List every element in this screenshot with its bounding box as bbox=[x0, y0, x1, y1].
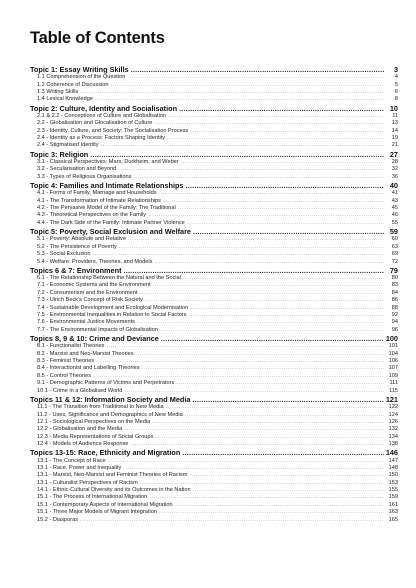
toc-subtopic-entry-page-number: 6 bbox=[394, 88, 398, 95]
toc-subtopic-entry[interactable] bbox=[30, 128, 398, 135]
toc-subtopic-entry-label: 13.1 - The Concept of Race bbox=[37, 457, 106, 464]
dot-leader bbox=[193, 487, 384, 494]
toc-subtopic-entry[interactable] bbox=[30, 282, 398, 289]
toc-subtopic-entry[interactable] bbox=[30, 494, 398, 501]
dot-leader bbox=[92, 251, 384, 258]
toc-subtopic-entry-page-number: 159 bbox=[388, 494, 398, 501]
toc-subtopic-entry-label: 8.3 - Feminist Theories bbox=[37, 358, 95, 365]
toc-subtopic-entry-page-number: 134 bbox=[388, 433, 398, 440]
dot-leader bbox=[101, 142, 384, 149]
dot-leader bbox=[159, 190, 384, 197]
dot-leader bbox=[80, 517, 384, 524]
dot-leader bbox=[167, 135, 384, 142]
toc-subtopic-entry[interactable] bbox=[30, 373, 398, 380]
dot-leader bbox=[130, 441, 384, 448]
toc-subtopic-entry-page-number: 36 bbox=[391, 173, 398, 180]
toc-topic-entry[interactable] bbox=[30, 65, 398, 74]
toc-subtopic-entry-label: 15.2 - Diasporas bbox=[37, 516, 79, 523]
toc-subtopic-entry-label: 3.1 - Classical Perspectives: Marx, Durkheim, and Weber bbox=[37, 158, 179, 165]
dot-leader bbox=[149, 494, 384, 501]
dot-leader bbox=[124, 388, 384, 395]
toc-subtopic-entry[interactable] bbox=[30, 426, 398, 433]
toc-subtopic-entry[interactable] bbox=[30, 259, 398, 266]
dot-leader bbox=[136, 351, 384, 358]
dot-leader bbox=[159, 509, 384, 516]
toc-subtopic-entry-page-number: 101 bbox=[388, 343, 398, 350]
toc-subtopic-entry[interactable] bbox=[30, 509, 398, 516]
toc-subtopic-entry-label: 7.3 - Ulrich Beck's Concept of Risk Society bbox=[37, 297, 143, 304]
dot-leader bbox=[181, 159, 384, 166]
dot-leader bbox=[166, 404, 384, 411]
dot-leader bbox=[190, 128, 384, 135]
toc-subtopic-entry-label: 15.1 - The Process of International Migration bbox=[37, 494, 148, 501]
toc-subtopic-entry-label: 1.2 Coherence of Discussion bbox=[37, 81, 109, 88]
toc-subtopic-entry-page-number: 122 bbox=[388, 404, 398, 411]
toc-subtopic-entry-label: 13.1 - Race, Power and Inequality bbox=[37, 464, 122, 471]
toc-subtopic-entry-label: 13.1 - Marxist, Neo-Marxist and Feminist Theories of Racism bbox=[37, 472, 188, 479]
toc-subtopic-entry-label: 2.3 - Identity, Culture, and Society: The Socialisation Process bbox=[37, 127, 189, 134]
toc-topic-entry[interactable] bbox=[30, 334, 398, 343]
toc-subtopic-entry[interactable] bbox=[30, 198, 398, 205]
toc-topic-entry-page-number: 10 bbox=[389, 103, 398, 113]
toc-topic-entry[interactable] bbox=[30, 395, 398, 404]
toc-subtopic-entry[interactable] bbox=[30, 465, 398, 472]
dot-leader bbox=[111, 82, 384, 89]
toc-subtopic-entry[interactable] bbox=[30, 517, 398, 524]
dot-leader bbox=[123, 465, 384, 472]
dot-leader bbox=[106, 343, 384, 350]
toc-topic-entry[interactable] bbox=[30, 150, 398, 159]
toc-subtopic-entry[interactable] bbox=[30, 419, 398, 426]
toc-subtopic-entry-label: 4.1 - Forms of Family, Marriage and Households bbox=[37, 190, 157, 197]
toc-subtopic-entry[interactable] bbox=[30, 290, 398, 297]
toc-topic-entry-label: Topic 2: Culture, Identity and Socialisation bbox=[30, 103, 178, 113]
toc-subtopic-entry-page-number: 60 bbox=[391, 236, 398, 243]
dot-leader bbox=[118, 166, 384, 173]
toc-topic-entry-page-number: 59 bbox=[389, 227, 398, 237]
toc-topic-entry-label: Topic 1: Essay Writing Skills bbox=[30, 65, 129, 74]
toc-subtopic-entry-page-number: 163 bbox=[388, 509, 398, 516]
toc-subtopic-entry[interactable] bbox=[30, 251, 398, 258]
toc-subtopic-entry-label: 7.2 - Consumerism and the Environment bbox=[37, 289, 138, 296]
toc-subtopic-entry-label: 5.1 - Poverty: Absolute and Relative bbox=[37, 236, 126, 243]
toc-subtopic-entry-label: 15.1 - Three Major Models of Migrant Integration bbox=[37, 509, 157, 516]
toc-subtopic-entry-page-number: 80 bbox=[391, 275, 398, 282]
dot-leader bbox=[160, 327, 384, 334]
toc-subtopic-entry-page-number: 161 bbox=[388, 501, 398, 508]
dot-leader bbox=[137, 319, 384, 326]
toc-subtopic-entry-label: 5.4 - Welfare: Providers, Theories, and Models bbox=[37, 258, 153, 265]
toc-subtopic-entry-page-number: 4 bbox=[394, 74, 398, 81]
toc-topic-entry-label: Topics 11 & 12: Information Society and Media bbox=[30, 394, 191, 404]
toc-subtopic-entry[interactable] bbox=[30, 441, 398, 448]
toc-subtopic-entry-label: 14.1 - Ethnic-Cultural Diversity and its Outcomes in the Nation bbox=[37, 487, 191, 494]
dot-leader bbox=[189, 472, 384, 479]
dot-leader bbox=[190, 305, 384, 312]
dot-leader bbox=[175, 502, 384, 509]
toc-topic-entry-page-number: 79 bbox=[389, 265, 398, 275]
toc-subtopic-entry[interactable] bbox=[30, 113, 398, 120]
dot-leader bbox=[142, 365, 384, 372]
toc-subtopic-entry-label: 1.3 Writing Skills bbox=[37, 88, 79, 95]
toc-subtopic-entry-page-number: 150 bbox=[388, 472, 398, 479]
toc-subtopic-entry-page-number: 72 bbox=[391, 258, 398, 265]
toc-subtopic-entry[interactable] bbox=[30, 388, 398, 395]
toc-topic-entry-page-number: 121 bbox=[385, 394, 398, 404]
toc-subtopic-entry-page-number: 104 bbox=[388, 350, 398, 357]
toc-subtopic-entry-label: 2.1 & 2.2 - Conceptions of Culture and Globalisation bbox=[37, 112, 167, 119]
toc-subtopic-entry-page-number: 86 bbox=[391, 297, 398, 304]
toc-subtopic-entry-label: 13.1 - Culturalist Perspectives of Racism bbox=[37, 479, 138, 486]
dot-leader bbox=[145, 297, 384, 304]
toc-subtopic-entry[interactable] bbox=[30, 305, 398, 312]
dot-leader bbox=[183, 275, 384, 282]
toc-subtopic-entry-label: 2.2 - Globalisation and Glocalisation of Culture bbox=[37, 120, 153, 127]
toc-subtopic-entry-label: 15.1 - Contemporary Aspects of International Migration bbox=[37, 501, 173, 508]
toc-subtopic-entry-label: 2.4 - Stigmatised Identity bbox=[37, 142, 99, 149]
toc-subtopic-entry-label: 7.1 - Economic Systems and the Environment bbox=[37, 282, 151, 289]
toc-topic-entry[interactable] bbox=[30, 104, 398, 113]
toc-subtopic-entry[interactable] bbox=[30, 190, 398, 197]
toc-subtopic-entry-page-number: 32 bbox=[391, 166, 398, 173]
toc-subtopic-entry-label: 5.3 - Social Exclusion bbox=[37, 251, 91, 258]
toc-subtopic-entry-page-number: 124 bbox=[388, 411, 398, 418]
toc-subtopic-entry-label: 8.2 - Marxist and Neo-Marxist Theories bbox=[37, 350, 134, 357]
toc-subtopic-entry-label: 8.1 - Functionalist Theories bbox=[37, 343, 105, 350]
toc-topic-entry[interactable] bbox=[30, 181, 398, 190]
dot-leader bbox=[93, 373, 384, 380]
toc-subtopic-entry[interactable] bbox=[30, 275, 398, 282]
toc-topic-entry-page-number: 3 bbox=[393, 65, 398, 74]
toc-subtopic-entry[interactable] bbox=[30, 412, 398, 419]
dot-leader bbox=[176, 380, 384, 387]
dot-leader bbox=[154, 259, 384, 266]
dot-leader bbox=[90, 150, 384, 159]
toc-subtopic-entry[interactable] bbox=[30, 502, 398, 509]
toc-subtopic-entry[interactable] bbox=[30, 236, 398, 243]
toc-subtopic-entry-page-number: 45 bbox=[391, 205, 398, 212]
toc-subtopic-entry-page-number: 63 bbox=[391, 243, 398, 250]
dot-leader bbox=[128, 236, 384, 243]
toc-subtopic-entry-label: 4.4 - The Dark Side of the Family: Intimate Partner Violence bbox=[37, 219, 185, 226]
toc-list bbox=[30, 65, 398, 524]
dot-leader bbox=[139, 290, 384, 297]
toc-subtopic-entry-page-number: 132 bbox=[388, 426, 398, 433]
toc-topic-entry-page-number: 27 bbox=[389, 149, 398, 159]
toc-subtopic-entry-page-number: 84 bbox=[391, 289, 398, 296]
toc-subtopic-entry-page-number: 148 bbox=[388, 464, 398, 471]
toc-subtopic-entry-label: 12.3 - Media Representations of Social Groups bbox=[37, 433, 154, 440]
toc-subtopic-entry[interactable] bbox=[30, 487, 398, 494]
toc-subtopic-entry-page-number: 109 bbox=[388, 372, 398, 379]
toc-subtopic-entry-page-number: 55 bbox=[391, 219, 398, 226]
toc-topic-entry-label: Topics 6 & 7: Environment bbox=[30, 265, 122, 275]
toc-subtopic-entry-page-number: 92 bbox=[391, 311, 398, 318]
toc-subtopic-entry[interactable] bbox=[30, 297, 398, 304]
dot-leader bbox=[168, 113, 384, 120]
toc-subtopic-entry-page-number: 155 bbox=[388, 487, 398, 494]
toc-topic-entry[interactable] bbox=[30, 227, 398, 236]
toc-subtopic-entry[interactable] bbox=[30, 358, 398, 365]
toc-subtopic-entry[interactable] bbox=[30, 458, 398, 465]
toc-topic-entry[interactable] bbox=[30, 448, 398, 457]
toc-subtopic-entry[interactable] bbox=[30, 365, 398, 372]
toc-subtopic-entry-page-number: 111 bbox=[389, 380, 398, 387]
toc-subtopic-entry-page-number: 88 bbox=[391, 304, 398, 311]
dot-leader bbox=[119, 244, 384, 251]
dot-leader bbox=[131, 65, 384, 74]
toc-subtopic-entry[interactable] bbox=[30, 244, 398, 251]
dot-leader bbox=[124, 426, 384, 433]
toc-subtopic-entry[interactable] bbox=[30, 319, 398, 326]
toc-subtopic-entry-page-number: 147 bbox=[388, 457, 398, 464]
toc-subtopic-entry-label: 4.2 - The Pervasive Model of the Family: The Traditional bbox=[37, 205, 176, 212]
toc-subtopic-entry-page-number: 8 bbox=[394, 96, 398, 103]
dot-leader bbox=[192, 395, 383, 404]
toc-subtopic-entry-label: 9.1 - Demographic Patterns of Victims and Perpetrators bbox=[37, 380, 175, 387]
toc-subtopic-entry-page-number: 138 bbox=[388, 441, 398, 447]
toc-subtopic-entry-label: 7.6 - Environmental Justice Movements bbox=[37, 319, 135, 326]
toc-subtopic-entry-label: 7.5 - Environmental Inequalities in Relation to Social Factors bbox=[37, 311, 187, 318]
toc-subtopic-entry-label: 12.2 - Globalisation and the Media bbox=[37, 426, 123, 433]
toc-topic-entry[interactable] bbox=[30, 266, 398, 275]
dot-leader bbox=[163, 198, 384, 205]
toc-topic-entry-label: Topic 4: Families and Intimate Relationships bbox=[30, 181, 184, 191]
toc-subtopic-entry-label: 6.1 - The Relationship Between the Natural and the Social bbox=[37, 275, 181, 282]
toc-subtopic-entry[interactable] bbox=[30, 120, 398, 127]
toc-subtopic-entry[interactable] bbox=[30, 472, 398, 479]
toc-subtopic-entry-page-number: 106 bbox=[388, 358, 398, 365]
dot-leader bbox=[178, 205, 384, 212]
toc-subtopic-entry[interactable] bbox=[30, 159, 398, 166]
toc-subtopic-entry[interactable] bbox=[30, 142, 398, 149]
toc-subtopic-entry-label: 8.4 - Interactionist and Labelling Theories bbox=[37, 365, 140, 372]
toc-topic-entry-page-number: 100 bbox=[385, 334, 398, 344]
toc-subtopic-entry-label: 8.5 - Control Theories bbox=[37, 372, 91, 379]
dot-leader bbox=[133, 174, 384, 181]
toc-subtopic-entry-page-number: 165 bbox=[388, 516, 398, 523]
toc-subtopic-entry[interactable] bbox=[30, 212, 398, 219]
toc-subtopic-entry-label: 7.7 - The Environmental Impacts of Globalisation bbox=[37, 326, 158, 333]
toc-subtopic-entry-page-number: 126 bbox=[388, 418, 398, 425]
toc-subtopic-entry-label: 12.1 - Sociological Perspectives on the Media bbox=[37, 418, 151, 425]
toc-topic-entry-page-number: 146 bbox=[385, 448, 398, 458]
toc-subtopic-entry-label: 1.1 Comprehension of the Question bbox=[37, 74, 126, 81]
dot-leader bbox=[127, 74, 384, 81]
dot-leader bbox=[179, 104, 384, 113]
toc-subtopic-entry[interactable] bbox=[30, 327, 398, 334]
dot-leader bbox=[155, 434, 384, 441]
dot-leader bbox=[108, 458, 384, 465]
toc-topic-entry-label: Topics 8, 9 & 10: Crime and Deviance bbox=[30, 334, 159, 344]
toc-subtopic-entry-page-number: 13 bbox=[391, 120, 398, 127]
dot-leader bbox=[182, 448, 384, 457]
toc-subtopic-entry-label: 11.2 - Uses, Significance and Demographics of New Media bbox=[37, 411, 183, 418]
toc-subtopic-entry-label: 2.4 - Identity as a Process: Factors Shaping Identity bbox=[37, 135, 166, 142]
toc-subtopic-entry-label: 3.2 - Secularisation and Beyond bbox=[37, 166, 117, 173]
toc-subtopic-entry[interactable] bbox=[30, 343, 398, 350]
toc-subtopic-entry[interactable] bbox=[30, 434, 398, 441]
toc-subtopic-entry-page-number: 5 bbox=[394, 81, 398, 88]
toc-subtopic-entry[interactable] bbox=[30, 96, 398, 103]
dot-leader bbox=[152, 282, 384, 289]
toc-subtopic-entry-page-number: 107 bbox=[388, 365, 398, 372]
toc-subtopic-entry[interactable] bbox=[30, 220, 398, 227]
toc-subtopic-entry-page-number: 43 bbox=[391, 197, 398, 204]
toc-topic-entry-label: Topics 13-15: Race, Ethnicity and Migration bbox=[30, 448, 181, 458]
toc-subtopic-entry[interactable] bbox=[30, 74, 398, 81]
toc-subtopic-entry-page-number: 115 bbox=[389, 387, 398, 394]
toc-subtopic-entry[interactable] bbox=[30, 404, 398, 411]
toc-subtopic-entry[interactable] bbox=[30, 205, 398, 212]
dot-leader bbox=[152, 419, 384, 426]
dot-leader bbox=[96, 358, 384, 365]
dot-leader bbox=[124, 266, 385, 275]
toc-subtopic-entry-page-number: 96 bbox=[391, 326, 398, 333]
toc-subtopic-entry[interactable] bbox=[30, 312, 398, 319]
dot-leader bbox=[95, 96, 384, 103]
toc-subtopic-entry-label: 5.2 - The Persistence of Poverty bbox=[37, 243, 117, 250]
toc-subtopic-entry-page-number: 41 bbox=[391, 190, 398, 197]
dot-leader bbox=[186, 181, 384, 190]
toc-subtopic-entry[interactable] bbox=[30, 166, 398, 173]
toc-subtopic-entry-label: 11.1 - The Transition from Traditional to New Media bbox=[37, 404, 164, 411]
dot-leader bbox=[193, 227, 384, 236]
toc-subtopic-entry[interactable] bbox=[30, 380, 398, 387]
dot-leader bbox=[189, 312, 384, 319]
dot-leader bbox=[185, 412, 384, 419]
toc-subtopic-entry-page-number: 153 bbox=[388, 479, 398, 486]
toc-subtopic-entry[interactable] bbox=[30, 89, 398, 96]
toc-subtopic-entry-page-number: 28 bbox=[391, 158, 398, 165]
toc-subtopic-entry[interactable] bbox=[30, 174, 398, 181]
toc-subtopic-entry-page-number: 94 bbox=[391, 319, 398, 326]
toc-subtopic-entry-page-number: 69 bbox=[391, 251, 398, 258]
toc-subtopic-entry-label: 4.3 - Theoretical Perspectives on the Family bbox=[37, 212, 147, 219]
toc-topic-entry-page-number: 40 bbox=[389, 181, 398, 191]
toc-subtopic-entry[interactable] bbox=[30, 480, 398, 487]
page-title: Table of Contents bbox=[30, 29, 165, 47]
toc-subtopic-entry-label: 10.1 - Crime in a Globalised World bbox=[37, 387, 123, 394]
toc-subtopic-entry-page-number: 14 bbox=[391, 127, 398, 134]
toc-subtopic-entry-label: 7.4 - Sustainable Development and Ecological Modernisation bbox=[37, 304, 189, 311]
dot-leader bbox=[140, 480, 384, 487]
toc-subtopic-entry-label: 1.4 Lexical Knowledge bbox=[37, 96, 93, 103]
dot-leader bbox=[187, 220, 384, 227]
toc-topic-entry-label: Topic 5: Poverty, Social Exclusion and Welfare bbox=[30, 227, 191, 237]
toc-subtopic-entry[interactable] bbox=[30, 135, 398, 142]
toc-subtopic-entry-label: 12.4 - Models of Audience Response bbox=[37, 441, 129, 447]
toc-subtopic-entry-page-number: 19 bbox=[391, 135, 398, 142]
toc-subtopic-entry-page-number: 21 bbox=[391, 142, 398, 149]
toc-subtopic-entry-page-number: 83 bbox=[391, 282, 398, 289]
toc-subtopic-entry-page-number: 11 bbox=[392, 112, 398, 119]
toc-subtopic-entry[interactable] bbox=[30, 351, 398, 358]
toc-subtopic-entry-page-number: 46 bbox=[391, 212, 398, 219]
toc-subtopic-entry-label: 4.1 - The Transformation of Intimate Relationships bbox=[37, 197, 161, 204]
toc-topic-entry-label: Topic 3: Religion bbox=[30, 149, 89, 159]
dot-leader bbox=[80, 89, 384, 96]
dot-leader bbox=[148, 212, 384, 219]
toc-subtopic-entry-label: 3.3 - Types of Religious Organisations bbox=[37, 173, 132, 180]
dot-leader bbox=[161, 334, 384, 343]
toc-subtopic-entry[interactable] bbox=[30, 82, 398, 89]
dot-leader bbox=[154, 120, 384, 127]
